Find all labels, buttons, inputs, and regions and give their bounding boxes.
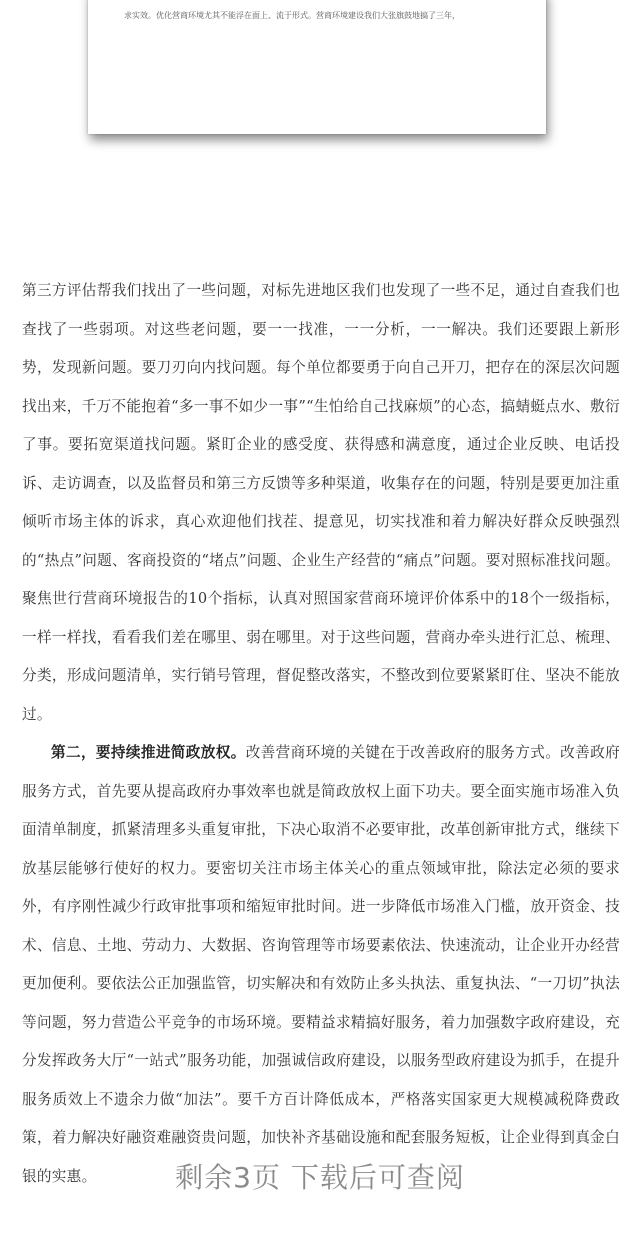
preview-line-2: 求实效。优化营商环境尤其不能浮在面上、流于形式。营商环境建设我们大张旗鼓地搞了三年，: [124, 11, 460, 20]
paragraph-2-heading: 第二，要持续推进简政放权。: [51, 744, 246, 761]
paragraph-2-text: 改善营商环境的关键在于改善政府的服务方式。改善政府服务方式，首先要从提高政府办事效率也就是简政放权上面下功夫。要全面实施市场准入负面清单制度，抓紧清理多头重复审批，下决心取消不必要审批，改革创新审批方式，继续下放基层能够行使好的权力。要密切关注市场主体关心的重点领域审批，除法定必须的要求外，有序刚性减少行政审批事项和缩短审批时间。进一步降低市场准入门槛，放开资金、技术、信息、土地、劳动力、大数据、咨询管理等市场要素依法、快速流动，让企业开办经营更加便利。要依法公正加强监管，切实解决和有效防止多头执法、重复执法、“一刀切”执法等问题，努力营造公平竞争的市场环境。要精益求精搞好服务，着力加强数字政府建设，充分发挥政务大厅“一站式”服务功能，加强诚信政府建设，以服务型政府建设为抓手，在提升服务质效上不遗余力做“加法”。要千方百计降低成本，严格落实国家更大规模减税降费政策，着力解决好融资难融资贵问题，加快补齐基础设施和配套服务短板，让企业得到真金白银的实惠。: [22, 744, 620, 1185]
body-paragraph-1: 第三方评估帮我们找出了一些问题，对标先进地区我们也发现了一些不足，通过自查我们也查找了一些弱项。对这些老问题，要一一找准，一一分析，一一解决。我们还要跟上新形势，发现新问题。要刀刃向内找问题。每个单位都要勇于向自己开刀，把存在的深层次问题找出来，千万不能抱着“多一事不如少一事”“生怕给自己找麻烦”的心态，搞蜻蜓点水、敷衍了事。要拓宽渠道找问题。紧盯企业的感受度、获得感和满意度，通过企业反映、电话投诉、走访调查，以及监督员和第三方反馈等多种渠道，收集存在的问题，特别是要更加注重倾听市场主体的诉求，真心欢迎他们找茬、提意见，切实找准和着力解决好群众反映强烈的“热点”问题、客商投资的“堵点”问题、企业生产经营的“痛点”问题。要对照标准找问题。聚焦世行营商环境报告的10个指标，认真对照国家营商环境评价体系中的18个一级指标，一样一样找，看看我们差在哪里、弱在哪里。对于这些问题，营商办牵头进行汇总、梳理、分类，形成问题清单，实行销号管理，督促整改落实，不整改到位要紧紧盯住、坚决不能放过。: [22, 282, 620, 723]
remaining-pages-notice[interactable]: 剩余3页 下载后可查阅: [175, 1161, 465, 1194]
document-preview-card: [88, 0, 546, 134]
document-body: [22, 272, 620, 1196]
body-paragraph-2: [22, 734, 620, 1196]
